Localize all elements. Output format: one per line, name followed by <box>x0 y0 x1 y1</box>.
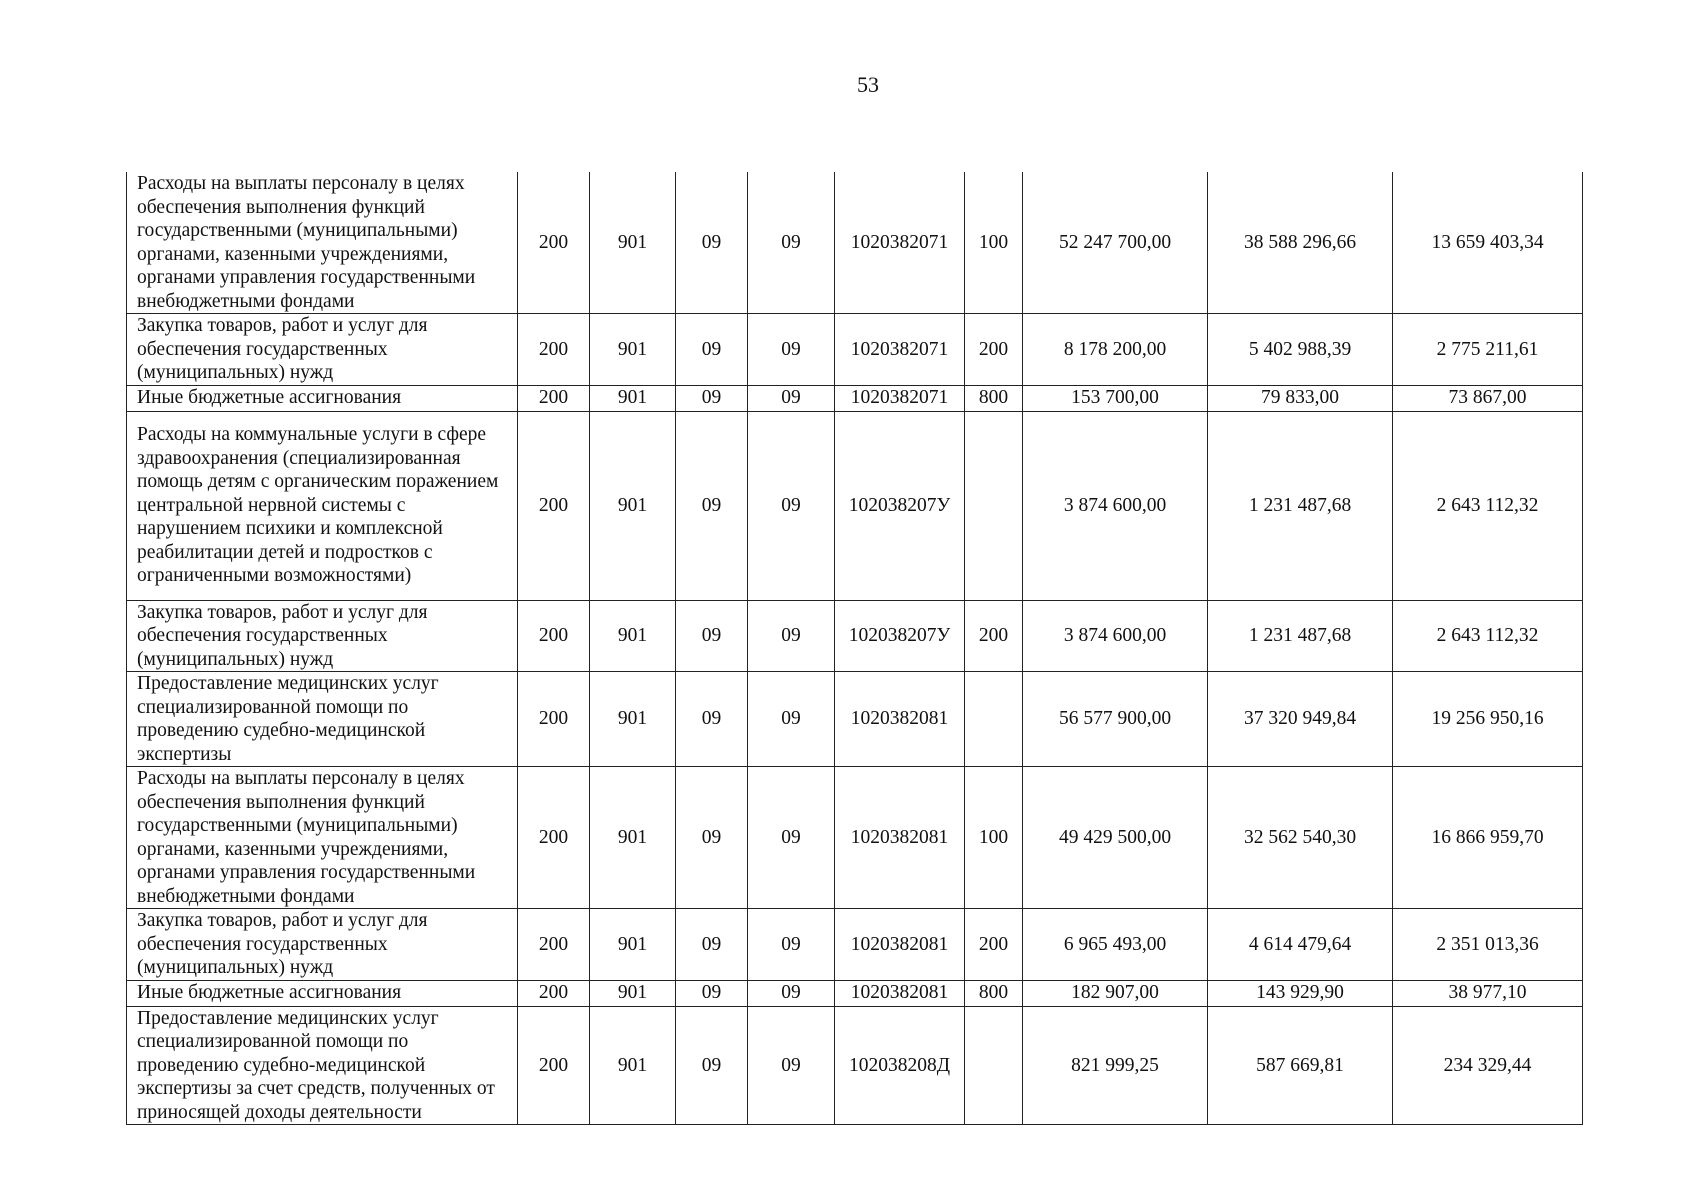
cell-code-4: 09 <box>748 672 835 767</box>
cell-code-2: 901 <box>590 600 676 672</box>
cell-value-3: 19 256 950,16 <box>1393 672 1583 767</box>
cell-code-1: 200 <box>518 909 590 981</box>
cell-value-3: 16 866 959,70 <box>1393 767 1583 909</box>
cell-code-6: 200 <box>965 314 1023 386</box>
cell-code-4: 09 <box>748 909 835 981</box>
cell-code-4: 09 <box>748 1006 835 1125</box>
row-description: Расходы на выплаты персоналу в целях обеспечения выполнения функций государственными (муниципальными) органами, казенными учреждениями, органами управления государственными внебюджетными фондами <box>127 172 518 314</box>
cell-code-3: 09 <box>676 172 748 314</box>
cell-code-3: 09 <box>676 980 748 1006</box>
cell-code-1: 200 <box>518 672 590 767</box>
row-description: Расходы на выплаты персоналу в целях обеспечения выполнения функций государственными (муниципальными) органами, казенными учреждениями, органами управления государственными внебюджетными фондами <box>127 767 518 909</box>
cell-code-4: 09 <box>748 314 835 386</box>
cell-code-4: 09 <box>748 172 835 314</box>
cell-value-2: 79 833,00 <box>1208 385 1393 411</box>
budget-table <box>126 172 1583 1125</box>
row-description: Предоставление медицинских услуг специализированной помощи по проведению судебно-медицинской экспертизы за счет средств, полученных от приносящей доходы деятельности <box>127 1006 518 1125</box>
cell-code-3: 09 <box>676 411 748 600</box>
cell-code-5: 1020382071 <box>835 314 965 386</box>
table-row <box>127 411 1583 600</box>
cell-value-1: 153 700,00 <box>1023 385 1208 411</box>
cell-value-1: 49 429 500,00 <box>1023 767 1208 909</box>
cell-code-3: 09 <box>676 672 748 767</box>
cell-code-5: 1020382081 <box>835 767 965 909</box>
cell-code-3: 09 <box>676 1006 748 1125</box>
cell-code-6 <box>965 411 1023 600</box>
cell-value-2: 587 669,81 <box>1208 1006 1393 1125</box>
table-row <box>127 909 1583 981</box>
cell-code-2: 901 <box>590 411 676 600</box>
cell-code-5: 1020382071 <box>835 385 965 411</box>
cell-code-2: 901 <box>590 672 676 767</box>
cell-code-2: 901 <box>590 1006 676 1125</box>
cell-value-3: 2 351 013,36 <box>1393 909 1583 981</box>
table-row <box>127 385 1583 411</box>
table-row <box>127 172 1583 314</box>
cell-code-6: 800 <box>965 385 1023 411</box>
cell-value-3: 2 643 112,32 <box>1393 600 1583 672</box>
cell-code-5: 1020382081 <box>835 909 965 981</box>
cell-code-1: 200 <box>518 314 590 386</box>
cell-value-1: 8 178 200,00 <box>1023 314 1208 386</box>
cell-code-2: 901 <box>590 385 676 411</box>
cell-code-5: 1020382081 <box>835 672 965 767</box>
cell-value-1: 182 907,00 <box>1023 980 1208 1006</box>
cell-code-1: 200 <box>518 1006 590 1125</box>
cell-value-3: 38 977,10 <box>1393 980 1583 1006</box>
cell-value-1: 3 874 600,00 <box>1023 600 1208 672</box>
cell-value-1: 52 247 700,00 <box>1023 172 1208 314</box>
cell-code-5: 102038207У <box>835 411 965 600</box>
table-row <box>127 600 1583 672</box>
table-row <box>127 314 1583 386</box>
cell-code-5: 1020382071 <box>835 172 965 314</box>
cell-value-2: 37 320 949,84 <box>1208 672 1393 767</box>
cell-value-2: 143 929,90 <box>1208 980 1393 1006</box>
cell-value-2: 4 614 479,64 <box>1208 909 1393 981</box>
cell-code-3: 09 <box>676 385 748 411</box>
row-description: Расходы на коммунальные услуги в сфере здравоохранения (специализированная помощь детям с органическим поражением центральной нервной системы с нарушением психики и комплексной реабилитации детей и подростков с ограниченными возможностями) <box>127 411 518 600</box>
cell-value-1: 6 965 493,00 <box>1023 909 1208 981</box>
row-description: Закупка товаров, работ и услуг для обеспечения государственных (муниципальных) нужд <box>127 600 518 672</box>
cell-value-3: 234 329,44 <box>1393 1006 1583 1125</box>
cell-value-3: 13 659 403,34 <box>1393 172 1583 314</box>
cell-value-2: 1 231 487,68 <box>1208 411 1393 600</box>
cell-value-1: 821 999,25 <box>1023 1006 1208 1125</box>
cell-code-1: 200 <box>518 385 590 411</box>
cell-code-4: 09 <box>748 600 835 672</box>
cell-code-6: 100 <box>965 767 1023 909</box>
cell-code-1: 200 <box>518 600 590 672</box>
cell-value-2: 38 588 296,66 <box>1208 172 1393 314</box>
row-description: Закупка товаров, работ и услуг для обеспечения государственных (муниципальных) нужд <box>127 314 518 386</box>
cell-code-3: 09 <box>676 767 748 909</box>
table-row <box>127 980 1583 1006</box>
page-number: 53 <box>857 72 879 97</box>
cell-code-3: 09 <box>676 600 748 672</box>
cell-code-4: 09 <box>748 980 835 1006</box>
cell-code-4: 09 <box>748 767 835 909</box>
cell-code-4: 09 <box>748 411 835 600</box>
cell-code-1: 200 <box>518 767 590 909</box>
cell-code-2: 901 <box>590 909 676 981</box>
cell-code-5: 102038208Д <box>835 1006 965 1125</box>
cell-value-1: 56 577 900,00 <box>1023 672 1208 767</box>
cell-value-2: 32 562 540,30 <box>1208 767 1393 909</box>
cell-code-6: 200 <box>965 600 1023 672</box>
row-description: Иные бюджетные ассигнования <box>127 385 518 411</box>
cell-code-6: 100 <box>965 172 1023 314</box>
row-description: Предоставление медицинских услуг специализированной помощи по проведению судебно-медицинской экспертизы <box>127 672 518 767</box>
table-row <box>127 767 1583 909</box>
row-description: Иные бюджетные ассигнования <box>127 980 518 1006</box>
cell-code-2: 901 <box>590 980 676 1006</box>
cell-value-3: 73 867,00 <box>1393 385 1583 411</box>
cell-code-5: 102038207У <box>835 600 965 672</box>
cell-code-2: 901 <box>590 767 676 909</box>
cell-code-6: 800 <box>965 980 1023 1006</box>
cell-code-6: 200 <box>965 909 1023 981</box>
cell-code-1: 200 <box>518 172 590 314</box>
cell-code-2: 901 <box>590 172 676 314</box>
cell-value-2: 5 402 988,39 <box>1208 314 1393 386</box>
cell-code-4: 09 <box>748 385 835 411</box>
cell-value-1: 3 874 600,00 <box>1023 411 1208 600</box>
cell-code-6 <box>965 672 1023 767</box>
table-row <box>127 672 1583 767</box>
cell-code-3: 09 <box>676 314 748 386</box>
table-row <box>127 1006 1583 1125</box>
cell-value-2: 1 231 487,68 <box>1208 600 1393 672</box>
cell-code-3: 09 <box>676 909 748 981</box>
cell-code-5: 1020382081 <box>835 980 965 1006</box>
cell-code-2: 901 <box>590 314 676 386</box>
cell-value-3: 2 775 211,61 <box>1393 314 1583 386</box>
cell-code-1: 200 <box>518 411 590 600</box>
cell-value-3: 2 643 112,32 <box>1393 411 1583 600</box>
cell-code-1: 200 <box>518 980 590 1006</box>
row-description: Закупка товаров, работ и услуг для обеспечения государственных (муниципальных) нужд <box>127 909 518 981</box>
cell-code-6 <box>965 1006 1023 1125</box>
